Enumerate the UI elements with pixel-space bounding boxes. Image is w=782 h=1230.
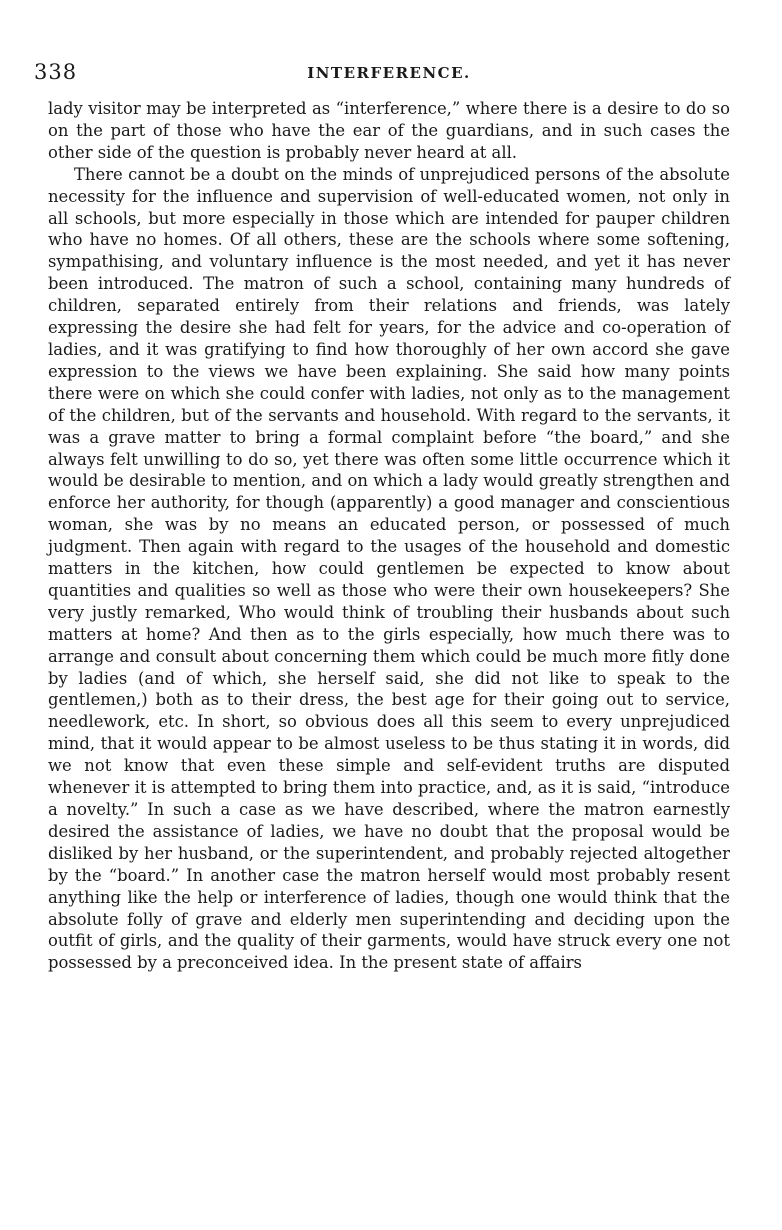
paragraph-continued: lady visitor may be interpreted as “interference,” where there is a desire to do so on the part of those who have the ear of the guardians, and in such cases the other side of the question is probably never heard at all. xyxy=(48,99,730,162)
body-text xyxy=(48,98,730,974)
paragraph-main: There cannot be a doubt on the minds of unprejudiced persons of the absolute necessity for the influence and supervision of well-educated women, not only in all schools, but more especially in those which are intended for pauper children who have no homes. Of all others, these are the schools where some softening, sympathising, and voluntary influence is the most needed, and yet it has never been introduced. The matron of such a school, containing many hundreds of children, separated entirely from their relations and friends, was lately expressing the desire she had felt for years, for the advice and co-operation of ladies, and it was gratifying to find how thoroughly of her own accord she gave expression to the views we have been explaining. She said how many points there were on which she could confer with ladies, not only as to the management of the children, but of the servants and household. With regard to the servants, it was a grave matter to bring a formal complaint before “the board,” and she always felt unwilling to do so, yet there was often some little occurrence which it would be desirable to mention, and on which a lady would greatly strengthen and enforce her authority, for though (apparently) a good manager and conscientious woman, she was by no means an educated person, or possessed of much judgment. Then again with regard to the usages of the household and domestic matters in the kitchen, how could gentlemen be expected to know about quantities and qualities so well as those who were their own housekeepers? She very justly remarked, Who would think of troubling their husbands about such matters at home? And then as to the girls especially, how much there was to arrange and consult about concerning them which could be much more fitly done by ladies (and of which, she herself said, she did not like to speak to the gentlemen,) both as to their dress, the best age for their going out to service, needlework, etc. In short, so obvious does all this seem to every unprejudiced mind, that it would appear to be almost useless to be thus stating it in words, did we not know that even these simple and self-evident truths are disputed whenever it is attempted to bring them into practice, and, as it is said, “introduce a novelty.” In such a case as we have described, where the matron earnestly desired the assistance of ladies, we have no doubt that the proposal would be disliked by her husband, or the superintendent, and probably rejected altogether by the “board.” In another case the matron herself would most probably resent anything like the help or interference of ladies, though one would think that the absolute folly of grave and elderly men superintending and deciding upon the outfit of girls, and the quality of their garments, would have struck every one not possessed by a preconceived idea. In the present state of affairs xyxy=(48,164,730,973)
page-header xyxy=(34,60,730,90)
page-number: 338 xyxy=(34,60,78,84)
running-title: INTERFERENCE. xyxy=(307,64,471,82)
book-page xyxy=(34,60,730,974)
